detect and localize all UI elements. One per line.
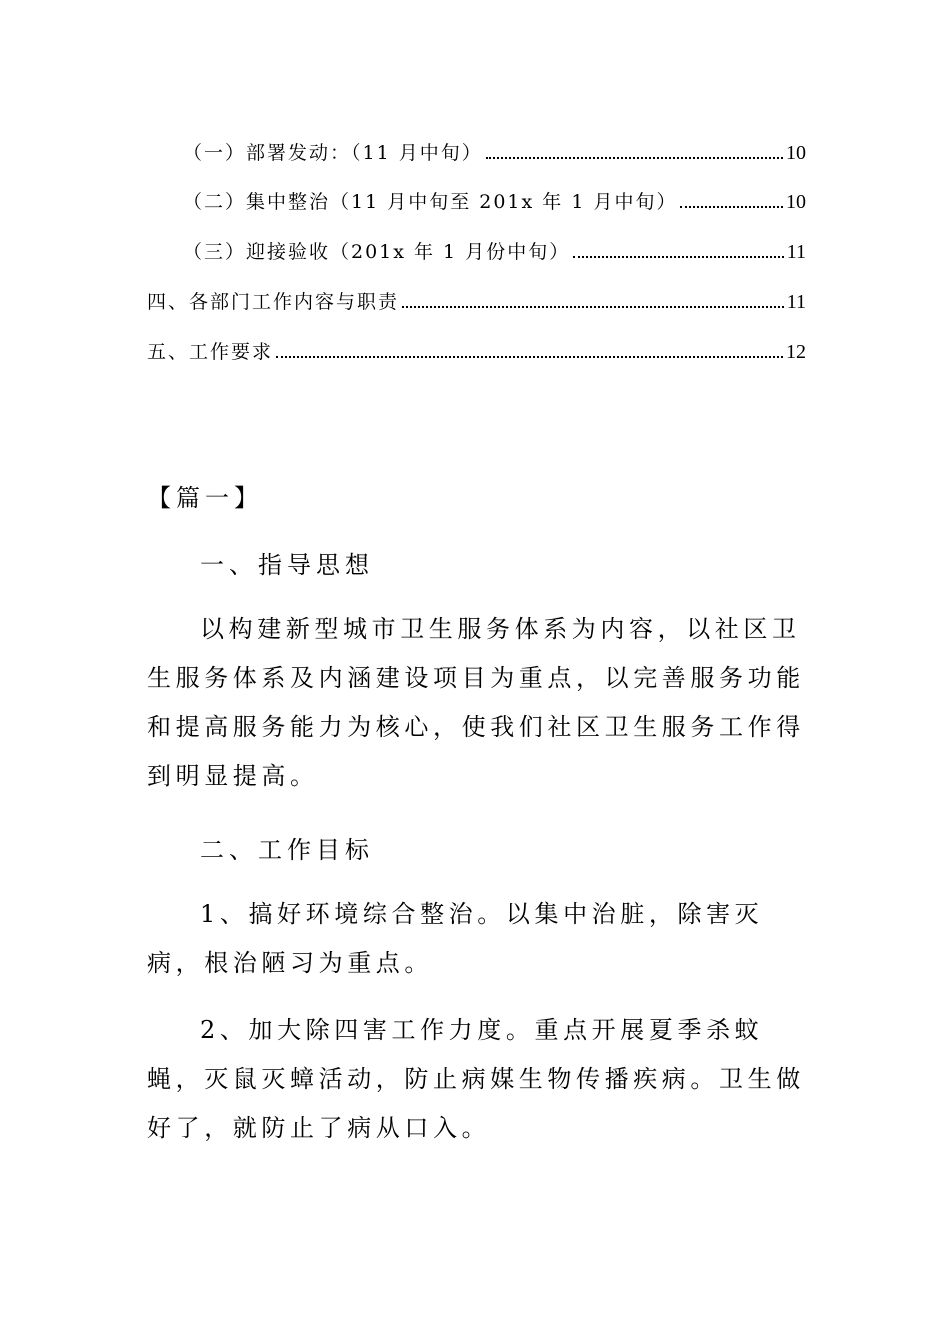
toc-entry-label: （一）部署发动：（11 月中旬） bbox=[183, 142, 483, 164]
toc-entry-label: （三）迎接验收（201x 年 1 月份中旬） bbox=[183, 241, 571, 263]
toc-page-number: 11 bbox=[786, 241, 806, 263]
toc-entry-5[interactable] bbox=[147, 334, 806, 364]
toc-entry-1[interactable] bbox=[183, 135, 806, 165]
toc-dot-leader bbox=[486, 156, 783, 159]
toc-dot-leader bbox=[402, 305, 784, 308]
toc-entry-label: 五、工作要求 bbox=[147, 341, 274, 363]
toc-entry-label: （二）集中整治（11 月中旬至 201x 年 1 月中旬） bbox=[183, 191, 678, 213]
goal-item-1 bbox=[147, 890, 807, 988]
toc-page-number: 10 bbox=[786, 142, 806, 164]
toc-page-number: 12 bbox=[786, 341, 806, 363]
toc-entry-4[interactable] bbox=[147, 284, 806, 314]
section-marker: 【篇一】 bbox=[147, 484, 263, 512]
goal-item-2 bbox=[147, 1006, 807, 1153]
toc-dot-leader bbox=[680, 205, 783, 208]
toc-dot-leader bbox=[276, 355, 783, 358]
paragraph-text: 以构建新型城市卫生服务体系为内容，以社区卫生服务体系及内涵建设项目为重点，以完善服务功能和提高服务能力为核心，使我们社区卫生服务工作得到明显提高。 bbox=[147, 615, 805, 790]
heading-work-goals: 二、工作目标 bbox=[200, 836, 374, 864]
paragraph-guiding-ideology bbox=[147, 605, 807, 801]
toc-page-number: 10 bbox=[786, 191, 806, 213]
toc-entry-2[interactable] bbox=[183, 184, 806, 214]
paragraph-text: 1、搞好环境综合整治。以集中治脏，除害灭病，根治陋习为重点。 bbox=[147, 900, 764, 977]
toc-entry-label: 四、各部门工作内容与职责 bbox=[147, 291, 400, 313]
heading-guiding-ideology: 一、指导思想 bbox=[200, 551, 374, 579]
toc-dot-leader bbox=[573, 255, 784, 258]
toc-page-number: 11 bbox=[786, 291, 806, 313]
toc-entry-3[interactable] bbox=[183, 234, 806, 264]
paragraph-text: 2、加大除四害工作力度。重点开展夏季杀蚊蝇，灭鼠灭蟑活动，防止病媒生物传播疾病。卫生做好了，就防止了病从口入。 bbox=[147, 1016, 805, 1142]
